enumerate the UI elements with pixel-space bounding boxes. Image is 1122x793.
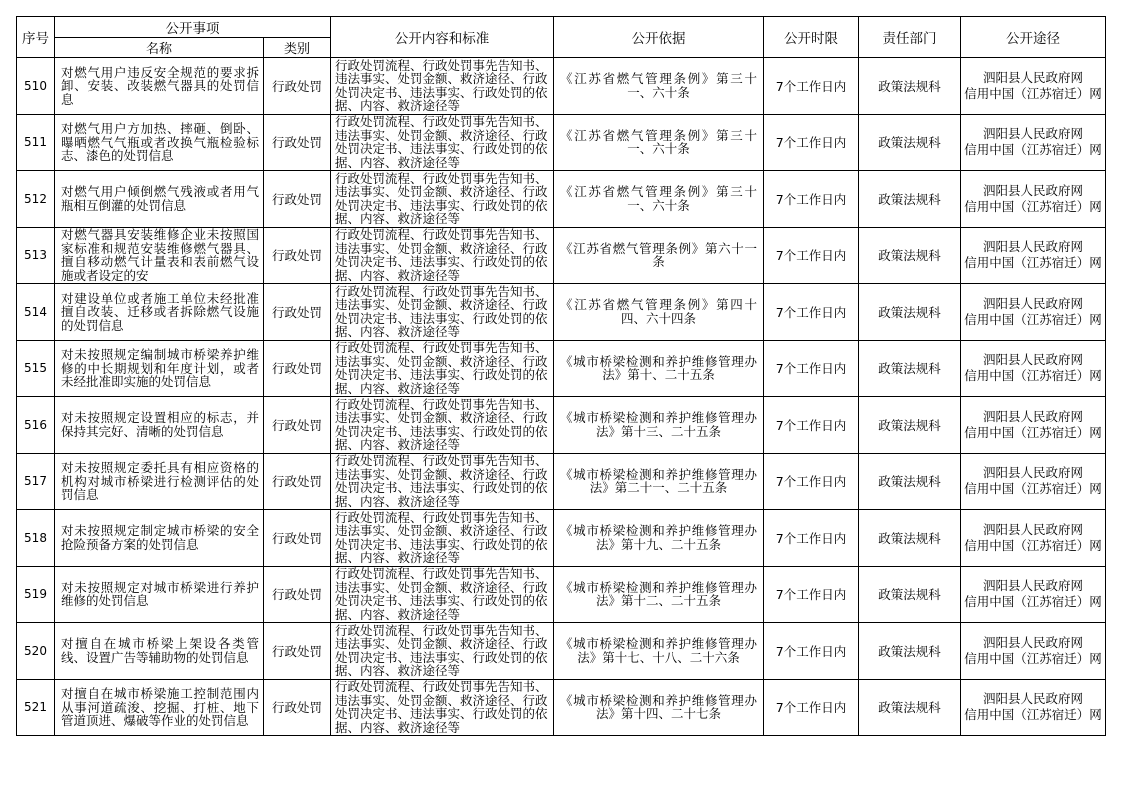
row-name	[55, 397, 264, 454]
row-seq: 514	[17, 284, 55, 341]
table-row	[17, 284, 1106, 341]
row-category: 行政处罚	[264, 114, 331, 171]
row-name-text: 对未按照规定设置相应的标志，并保持其完好、清晰的处罚信息	[61, 411, 259, 439]
row-content-text: 行政处罚流程、行政处罚事先告知书、违法事实、处罚金额、救济途径、行政处罚决定书、违法事实、行政处罚的依据、内容、救济途径等	[335, 228, 548, 283]
row-seq: 518	[17, 510, 55, 567]
row-department: 政策法规科	[859, 510, 961, 567]
table-row	[17, 171, 1106, 228]
row-seq: 513	[17, 227, 55, 284]
row-content-text: 行政处罚流程、行政处罚事先告知书、违法事实、处罚金额、救济途径、行政处罚决定书、违法事实、行政处罚的依据、内容、救济途径等	[335, 284, 548, 339]
row-basis-text: 《城市桥梁检测和养护维修管理办法》第十三、二十五条	[560, 411, 757, 439]
row-time-limit: 7个工作日内	[764, 566, 859, 623]
row-time-limit: 7个工作日内	[764, 58, 859, 115]
row-content-text: 行政处罚流程、行政处罚事先告知书、违法事实、处罚金额、救济途径、行政处罚决定书、违法事实、行政处罚的依据、内容、救济途径等	[335, 171, 548, 226]
row-content-text: 行政处罚流程、行政处罚事先告知书、违法事实、处罚金额、救济途径、行政处罚决定书、违法事实、行政处罚的依据、内容、救济途径等	[335, 454, 548, 509]
header-time-limit: 公开时限	[764, 17, 859, 58]
row-content	[331, 510, 554, 567]
row-content	[331, 340, 554, 397]
row-department: 政策法规科	[859, 566, 961, 623]
row-time-limit: 7个工作日内	[764, 284, 859, 341]
channel-credit-china-site: 信用中国（江苏宿迁）网	[964, 650, 1102, 666]
row-basis	[554, 453, 764, 510]
channel-credit-china-site: 信用中国（江苏宿迁）网	[964, 594, 1102, 610]
table-row	[17, 510, 1106, 567]
row-channel	[961, 397, 1106, 454]
row-content	[331, 679, 554, 736]
row-category: 行政处罚	[264, 510, 331, 567]
row-channel	[961, 114, 1106, 171]
row-category: 行政处罚	[264, 227, 331, 284]
row-name	[55, 114, 264, 171]
row-channel	[961, 623, 1106, 680]
row-content	[331, 397, 554, 454]
row-name	[55, 58, 264, 115]
row-basis	[554, 679, 764, 736]
row-department: 政策法规科	[859, 227, 961, 284]
row-name-text: 对建设单位或者施工单位未经批准擅自改装、迁移或者拆除燃气设施的处罚信息	[61, 291, 259, 332]
row-basis-text: 《江苏省燃气管理条例》第四十四、六十四条	[560, 298, 757, 326]
row-department: 政策法规科	[859, 58, 961, 115]
row-channel	[961, 510, 1106, 567]
row-name-text: 对未按照规定对城市桥梁进行养护维修的处罚信息	[61, 580, 259, 608]
channel-county-gov-site: 泗阳县人民政府网	[982, 634, 1083, 650]
row-basis	[554, 623, 764, 680]
row-department: 政策法规科	[859, 453, 961, 510]
disclosure-table	[16, 16, 1106, 736]
header-seq: 序号	[17, 17, 55, 58]
row-name	[55, 284, 264, 341]
row-name-text: 对未按照规定委托具有相应资格的机构对城市桥梁进行检测评估的处罚信息	[61, 461, 259, 502]
row-time-limit: 7个工作日内	[764, 340, 859, 397]
row-content-text: 行政处罚流程、行政处罚事先告知书、违法事实、处罚金额、救济途径、行政处罚决定书、违法事实、行政处罚的依据、内容、救济途径等	[335, 623, 548, 678]
channel-county-gov-site: 泗阳县人民政府网	[982, 691, 1083, 707]
row-name-text: 对未按照规定制定城市桥梁的安全抢险预备方案的处罚信息	[61, 524, 259, 552]
row-basis-text: 《江苏省燃气管理条例》第三十一、六十条	[560, 72, 757, 100]
row-department: 政策法规科	[859, 679, 961, 736]
row-content	[331, 623, 554, 680]
table-row	[17, 566, 1106, 623]
row-channel	[961, 453, 1106, 510]
table-row	[17, 114, 1106, 171]
header-name: 名称	[55, 38, 264, 58]
row-content	[331, 227, 554, 284]
row-basis-text: 《江苏省燃气管理条例》第三十一、六十条	[560, 128, 757, 156]
table-row	[17, 679, 1106, 736]
row-department: 政策法规科	[859, 340, 961, 397]
channel-credit-china-site: 信用中国（江苏宿迁）网	[964, 537, 1102, 553]
header-category: 类别	[264, 38, 331, 58]
channel-credit-china-site: 信用中国（江苏宿迁）网	[964, 311, 1102, 327]
header-channel: 公开途径	[961, 17, 1106, 58]
row-department: 政策法规科	[859, 397, 961, 454]
header-department: 责任部门	[859, 17, 961, 58]
row-seq: 515	[17, 340, 55, 397]
channel-credit-china-site: 信用中国（江苏宿迁）网	[964, 142, 1102, 158]
row-basis-text: 《江苏省燃气管理条例》第三十一、六十条	[560, 185, 757, 213]
row-name-text: 对燃气用户方加热、摔砸、倒卧、曝晒燃气气瓶或者改换气瓶检验标志、漆色的处罚信息	[61, 122, 259, 163]
row-content	[331, 453, 554, 510]
channel-county-gov-site: 泗阳县人民政府网	[982, 69, 1083, 85]
row-basis	[554, 284, 764, 341]
row-name-text: 对擅自在城市桥梁上架设各类管线、设置广告等辅助物的处罚信息	[61, 637, 259, 665]
row-content-text: 行政处罚流程、行政处罚事先告知书、违法事实、处罚金额、救济途径、行政处罚决定书、违法事实、行政处罚的依据、内容、救济途径等	[335, 58, 548, 113]
header-basis: 公开依据	[554, 17, 764, 58]
row-name	[55, 227, 264, 284]
table-row	[17, 340, 1106, 397]
row-channel	[961, 679, 1106, 736]
row-seq: 521	[17, 679, 55, 736]
row-name	[55, 510, 264, 567]
channel-credit-china-site: 信用中国（江苏宿迁）网	[964, 481, 1102, 497]
row-name-text: 对擅自在城市桥梁施工控制范围内从事河道疏浚、挖掘、打桩、地下管道顶进、爆破等作业的处罚信息	[61, 687, 259, 728]
row-basis-text: 《江苏省燃气管理条例》第六十一条	[560, 241, 757, 269]
row-seq: 520	[17, 623, 55, 680]
row-channel	[961, 340, 1106, 397]
row-category: 行政处罚	[264, 171, 331, 228]
row-seq: 510	[17, 58, 55, 115]
table-header	[17, 17, 1106, 58]
channel-credit-china-site: 信用中国（江苏宿迁）网	[964, 707, 1102, 723]
channel-county-gov-site: 泗阳县人民政府网	[982, 295, 1083, 311]
row-basis	[554, 397, 764, 454]
row-basis-text: 《城市桥梁检测和养护维修管理办法》第十七、十八、二十六条	[560, 637, 757, 665]
row-department: 政策法规科	[859, 171, 961, 228]
row-time-limit: 7个工作日内	[764, 114, 859, 171]
row-department: 政策法规科	[859, 114, 961, 171]
row-name	[55, 453, 264, 510]
row-category: 行政处罚	[264, 679, 331, 736]
row-content-text: 行政处罚流程、行政处罚事先告知书、违法事实、处罚金额、救济途径、行政处罚决定书、违法事实、行政处罚的依据、内容、救济途径等	[335, 115, 548, 170]
row-time-limit: 7个工作日内	[764, 510, 859, 567]
row-department: 政策法规科	[859, 623, 961, 680]
row-seq: 517	[17, 453, 55, 510]
table-row	[17, 227, 1106, 284]
row-basis	[554, 566, 764, 623]
row-time-limit: 7个工作日内	[764, 397, 859, 454]
row-content-text: 行政处罚流程、行政处罚事先告知书、违法事实、处罚金额、救济途径、行政处罚决定书、违法事实、行政处罚的依据、内容、救济途径等	[335, 680, 548, 735]
header-content: 公开内容和标准	[331, 17, 554, 58]
channel-credit-china-site: 信用中国（江苏宿迁）网	[964, 255, 1102, 271]
row-content	[331, 566, 554, 623]
row-name-text: 对燃气器具安装维修企业未按照国家标准和规范安装维修燃气器具、擅自移动燃气计量表和表前燃气设施或者设定的安	[61, 228, 259, 283]
channel-county-gov-site: 泗阳县人民政府网	[982, 521, 1083, 537]
row-department: 政策法规科	[859, 284, 961, 341]
channel-county-gov-site: 泗阳县人民政府网	[982, 182, 1083, 198]
row-basis	[554, 340, 764, 397]
row-content-text: 行政处罚流程、行政处罚事先告知书、违法事实、处罚金额、救济途径、行政处罚决定书、违法事实、行政处罚的依据、内容、救济途径等	[335, 510, 548, 565]
row-content-text: 行政处罚流程、行政处罚事先告知书、违法事实、处罚金额、救济途径、行政处罚决定书、违法事实、行政处罚的依据、内容、救济途径等	[335, 341, 548, 396]
table-row	[17, 397, 1106, 454]
row-basis	[554, 114, 764, 171]
row-category: 行政处罚	[264, 623, 331, 680]
row-name	[55, 171, 264, 228]
channel-county-gov-site: 泗阳县人民政府网	[982, 352, 1083, 368]
table-row	[17, 623, 1106, 680]
table-body	[17, 58, 1106, 736]
row-name-text: 对燃气用户违反安全规范的要求拆卸、安装、改装燃气器具的处罚信息	[61, 65, 259, 106]
row-channel	[961, 171, 1106, 228]
row-content	[331, 284, 554, 341]
row-basis-text: 《城市桥梁检测和养护维修管理办法》第十、二十五条	[560, 354, 757, 382]
row-basis	[554, 227, 764, 284]
header-item-group: 公开事项	[55, 17, 331, 38]
row-time-limit: 7个工作日内	[764, 679, 859, 736]
row-basis-text: 《城市桥梁检测和养护维修管理办法》第十二、二十五条	[560, 580, 757, 608]
channel-credit-china-site: 信用中国（江苏宿迁）网	[964, 368, 1102, 384]
row-time-limit: 7个工作日内	[764, 227, 859, 284]
table-row	[17, 58, 1106, 115]
row-basis-text: 《城市桥梁检测和养护维修管理办法》第十四、二十七条	[560, 693, 757, 721]
channel-county-gov-site: 泗阳县人民政府网	[982, 126, 1083, 142]
row-category: 行政处罚	[264, 397, 331, 454]
row-seq: 511	[17, 114, 55, 171]
channel-credit-china-site: 信用中国（江苏宿迁）网	[964, 85, 1102, 101]
row-name	[55, 623, 264, 680]
table-row	[17, 453, 1106, 510]
row-channel	[961, 58, 1106, 115]
row-category: 行政处罚	[264, 453, 331, 510]
row-basis-text: 《城市桥梁检测和养护维修管理办法》第二十一、二十五条	[560, 467, 757, 495]
row-name-text: 对燃气用户倾倒燃气残液或者用气瓶相互倒灌的处罚信息	[61, 185, 259, 213]
row-channel	[961, 284, 1106, 341]
row-content	[331, 58, 554, 115]
row-category: 行政处罚	[264, 284, 331, 341]
row-seq: 512	[17, 171, 55, 228]
row-basis	[554, 58, 764, 115]
channel-credit-china-site: 信用中国（江苏宿迁）网	[964, 198, 1102, 214]
row-name-text: 对未按照规定编制城市桥梁养护维修的中长期规划和年度计划，或者未经批准即实施的处罚信息	[61, 348, 259, 389]
row-basis	[554, 171, 764, 228]
row-channel	[961, 566, 1106, 623]
row-category: 行政处罚	[264, 566, 331, 623]
row-content-text: 行政处罚流程、行政处罚事先告知书、违法事实、处罚金额、救济途径、行政处罚决定书、违法事实、行政处罚的依据、内容、救济途径等	[335, 567, 548, 622]
row-time-limit: 7个工作日内	[764, 623, 859, 680]
channel-county-gov-site: 泗阳县人民政府网	[982, 578, 1083, 594]
row-seq: 519	[17, 566, 55, 623]
channel-county-gov-site: 泗阳县人民政府网	[982, 465, 1083, 481]
row-time-limit: 7个工作日内	[764, 453, 859, 510]
channel-county-gov-site: 泗阳县人民政府网	[982, 408, 1083, 424]
row-basis	[554, 510, 764, 567]
row-seq: 516	[17, 397, 55, 454]
row-content	[331, 114, 554, 171]
channel-credit-china-site: 信用中国（江苏宿迁）网	[964, 424, 1102, 440]
row-name	[55, 340, 264, 397]
row-time-limit: 7个工作日内	[764, 171, 859, 228]
channel-county-gov-site: 泗阳县人民政府网	[982, 239, 1083, 255]
row-name	[55, 566, 264, 623]
row-category: 行政处罚	[264, 58, 331, 115]
row-name	[55, 679, 264, 736]
row-channel	[961, 227, 1106, 284]
row-content	[331, 171, 554, 228]
row-content-text: 行政处罚流程、行政处罚事先告知书、违法事实、处罚金额、救济途径、行政处罚决定书、违法事实、行政处罚的依据、内容、救济途径等	[335, 397, 548, 452]
row-category: 行政处罚	[264, 340, 331, 397]
row-basis-text: 《城市桥梁检测和养护维修管理办法》第十九、二十五条	[560, 524, 757, 552]
